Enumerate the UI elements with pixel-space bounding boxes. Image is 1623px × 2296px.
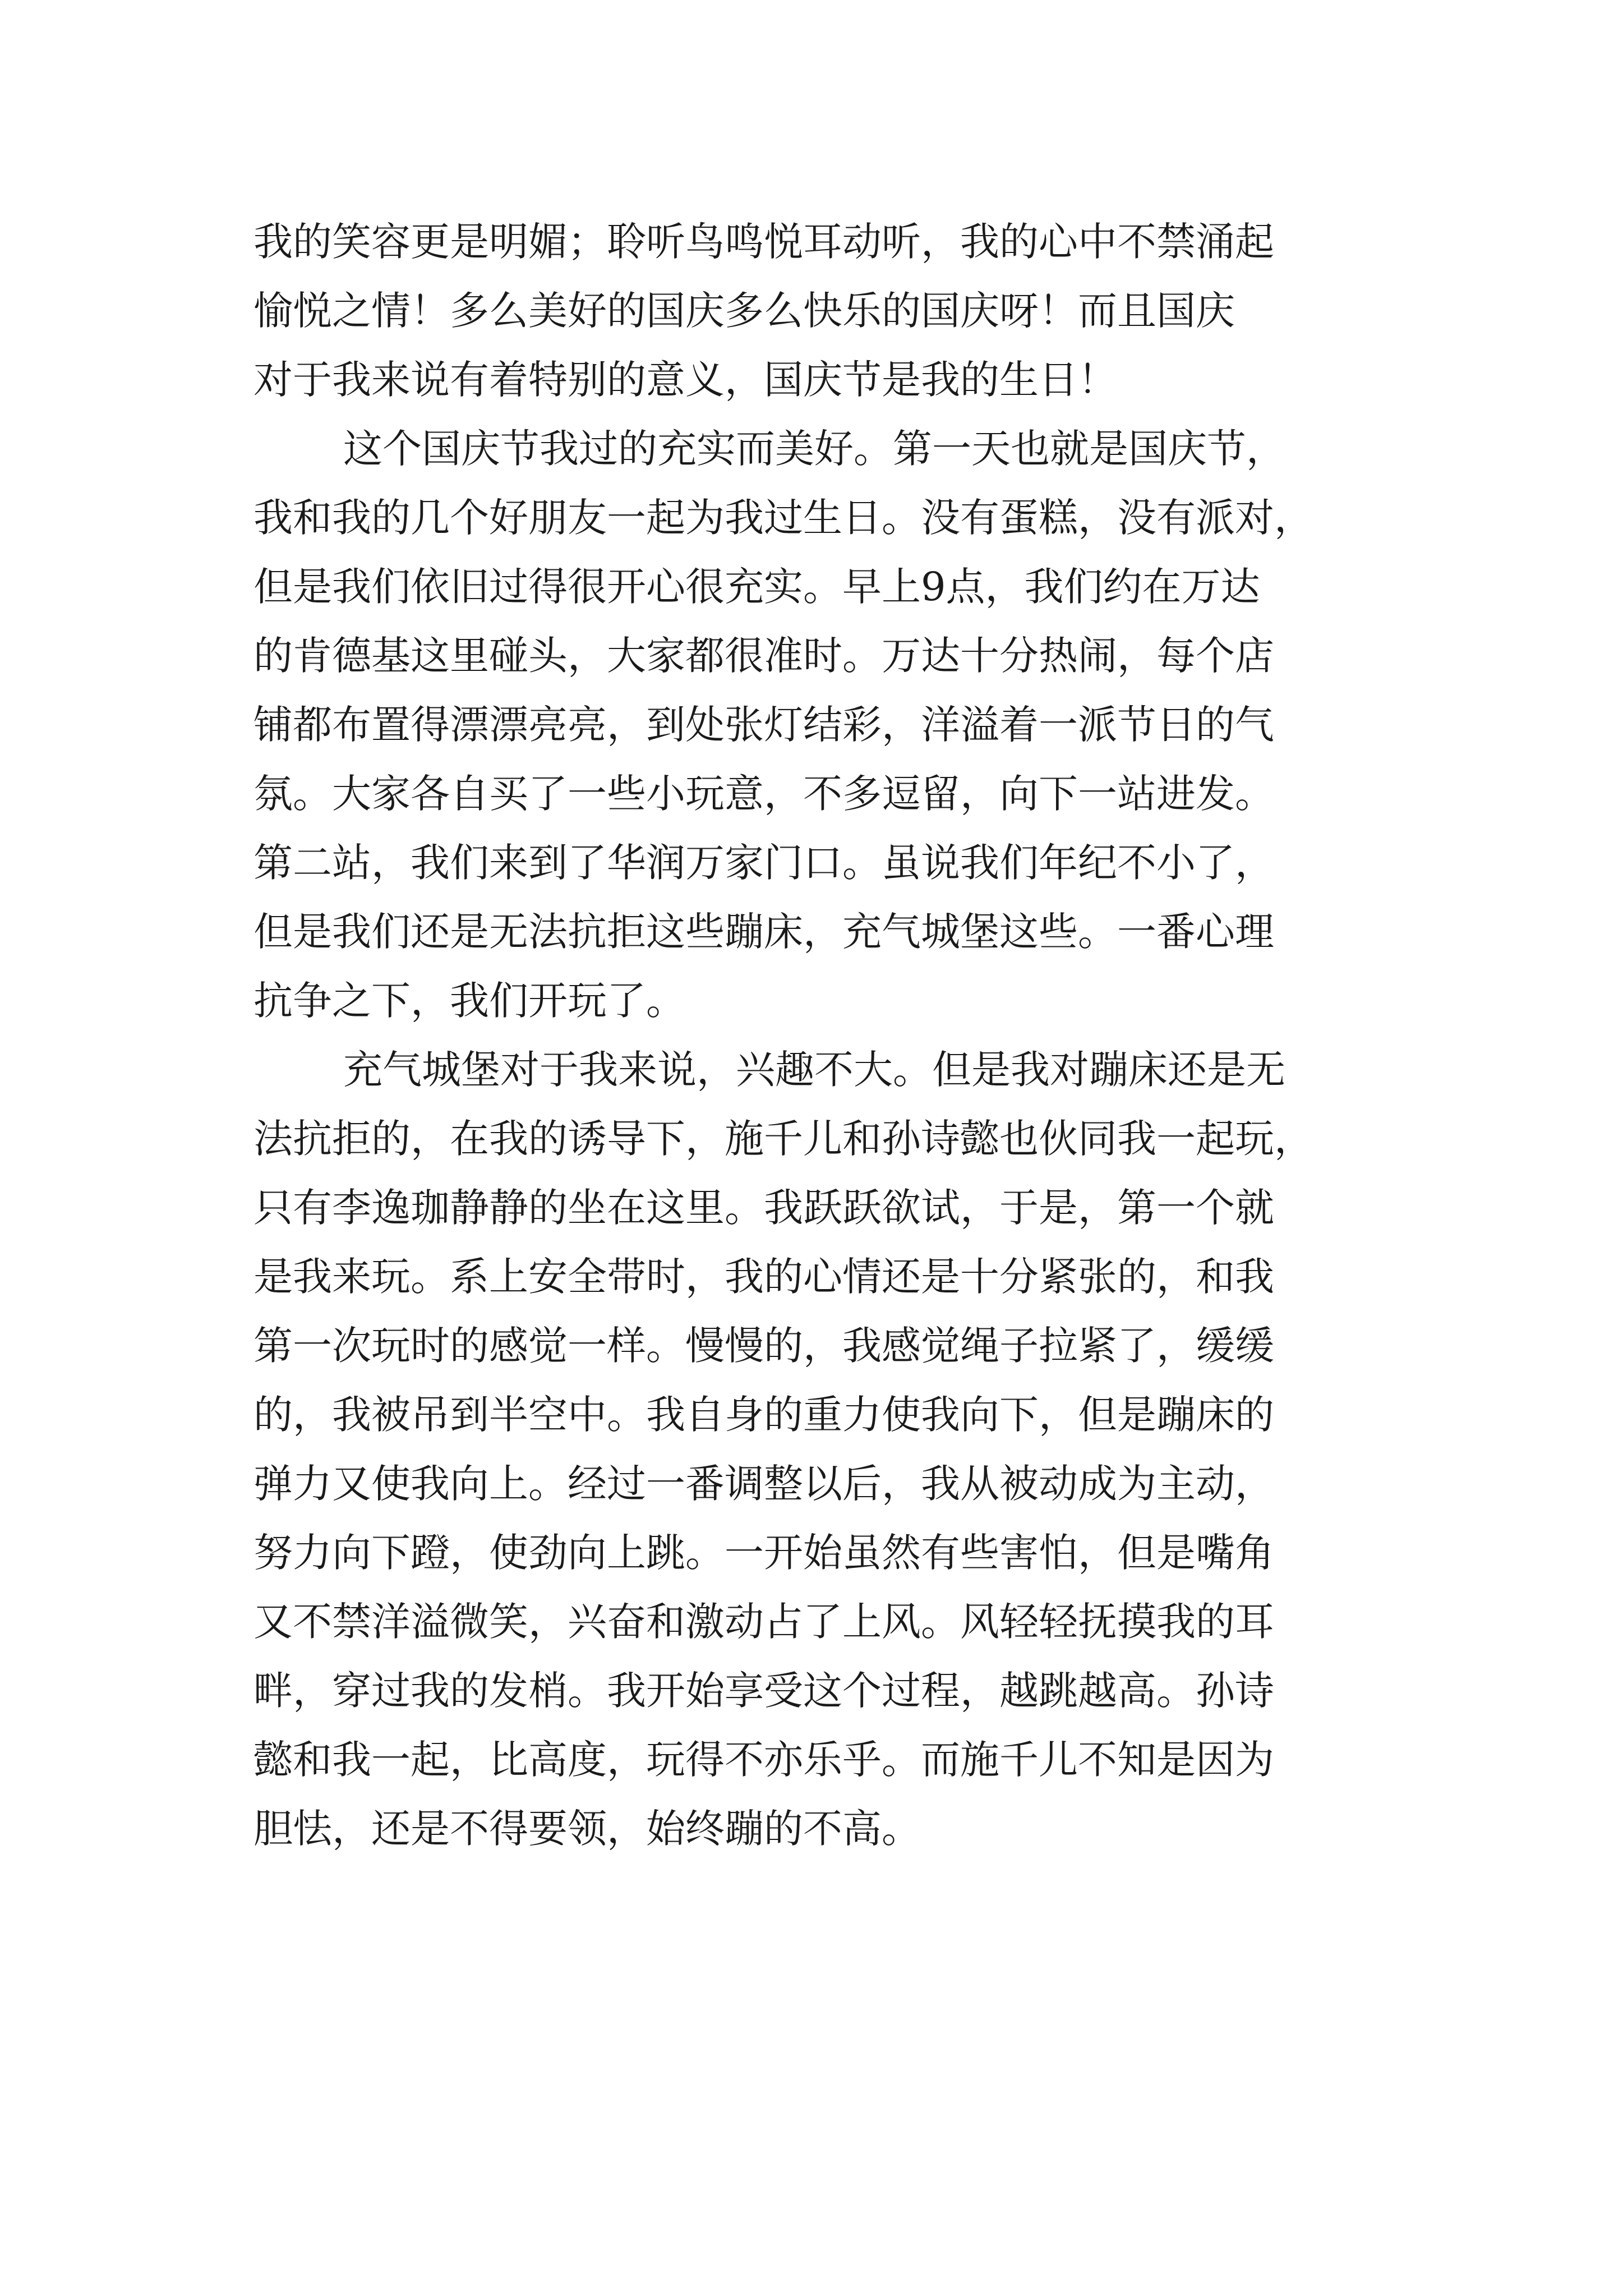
paragraph-first-line: 这个国庆节我过的充实而美好。第一天也就是国庆节，: [343, 426, 1285, 472]
text-line: 铺都布置得漂漂亮亮，到处张灯结彩，洋溢着一派节日的气: [253, 702, 1274, 748]
text-line: 懿和我一起，比高度，玩得不亦乐乎。而施千儿不知是因为: [253, 1737, 1274, 1783]
text-line: 只有李逸珈静静的坐在这里。我跃跃欲试，于是，第一个就: [253, 1185, 1274, 1231]
text-line: 对于我来说有着特别的意义，国庆节是我的生日！: [253, 357, 1117, 403]
text-line: 但是我们依旧过得很开心很充实。早上9点，我们约在万达: [253, 564, 1260, 610]
text-line: 但是我们还是无法抗拒这些蹦床，充气城堡这些。一番心理: [253, 909, 1274, 955]
text-line: 的，我被吊到半空中。我自身的重力使我向下，但是蹦床的: [253, 1392, 1274, 1438]
text-line: 我和我的几个好朋友一起为我过生日。没有蛋糕，没有派对，: [253, 495, 1313, 541]
text-line: 是我来玩。系上安全带时，我的心情还是十分紧张的，和我: [253, 1254, 1274, 1300]
text-line: 我的笑容更是明媚；聆听鸟鸣悦耳动听，我的心中不禁涌起: [253, 219, 1274, 265]
text-line: 胆怯，还是不得要领，始终蹦的不高。: [253, 1806, 921, 1852]
text-line: 法抗拒的，在我的诱导下，施千儿和孙诗懿也伙同我一起玩，: [253, 1116, 1313, 1162]
text-line: 氛。大家各自买了一些小玩意，不多逗留，向下一站进发。: [253, 771, 1274, 817]
paragraph-first-line: 充气城堡对于我来说，兴趣不大。但是我对蹦床还是无: [343, 1047, 1285, 1093]
text-line: 愉悦之情！多么美好的国庆多么快乐的国庆呀！而且国庆: [253, 288, 1235, 334]
body-text: [253, 208, 1398, 1864]
text-line: 畔，穿过我的发梢。我开始享受这个过程，越跳越高。孙诗: [253, 1668, 1274, 1714]
text-line: 又不禁洋溢微笑，兴奋和激动占了上风。风轻轻抚摸我的耳: [253, 1599, 1274, 1645]
text-line: 的肯德基这里碰头，大家都很准时。万达十分热闹，每个店: [253, 633, 1274, 679]
text-line: 第一次玩时的感觉一样。慢慢的，我感觉绳子拉紧了，缓缓: [253, 1323, 1274, 1369]
text-line: 弹力又使我向上。经过一番调整以后，我从被动成为主动，: [253, 1461, 1274, 1507]
text-line: 第二站，我们来到了华润万家门口。虽说我们年纪不小了，: [253, 840, 1274, 886]
text-line: 抗争之下，我们开玩了。: [253, 978, 685, 1024]
text-line: 努力向下蹬，使劲向上跳。一开始虽然有些害怕，但是嘴角: [253, 1530, 1274, 1576]
